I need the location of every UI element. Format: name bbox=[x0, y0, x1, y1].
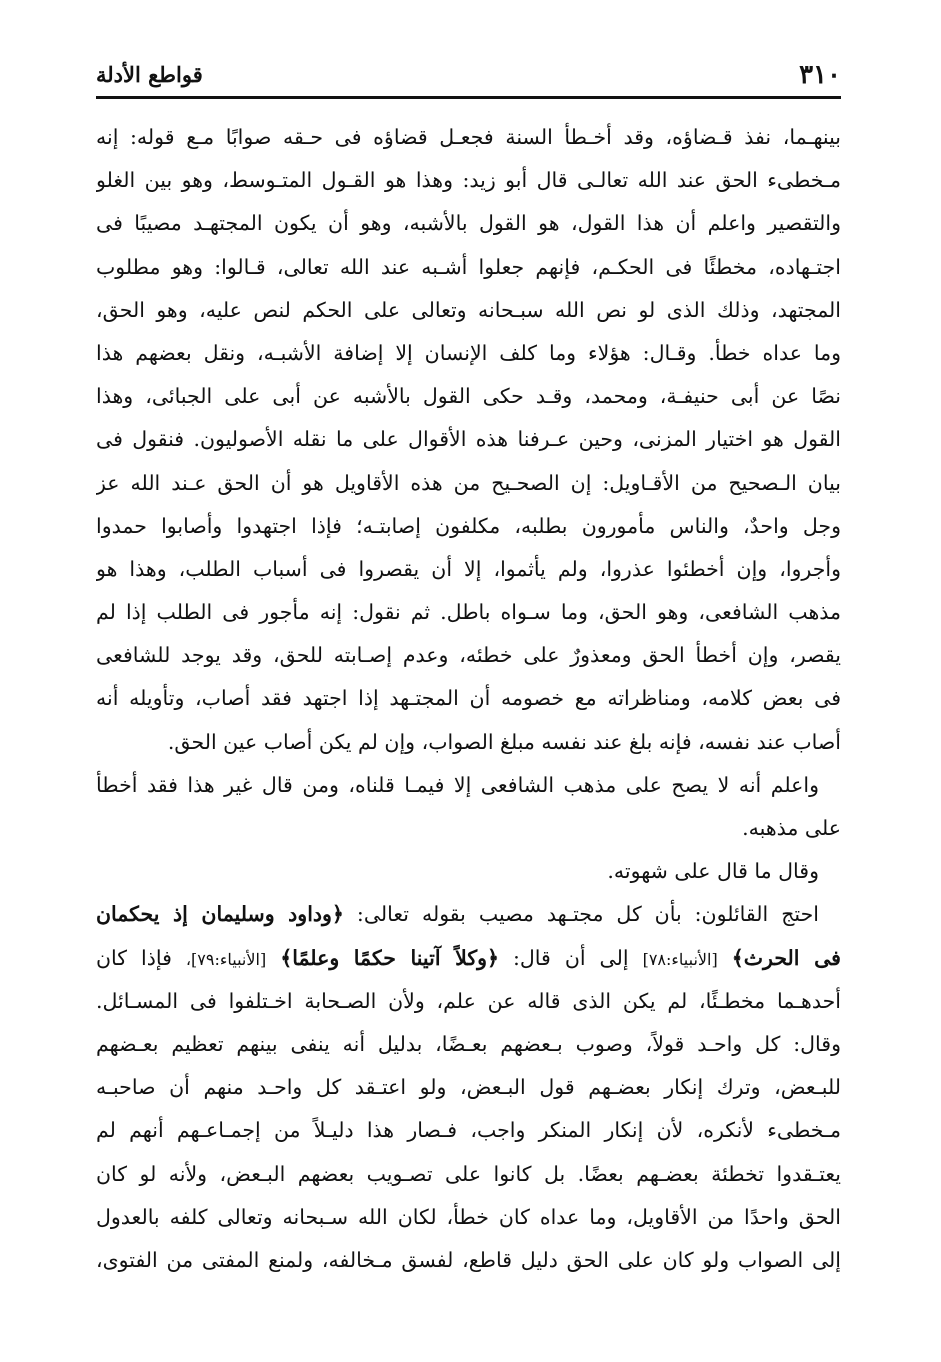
text-line: يعتـقدوا تخطئة بعضـهم بعضًا. بل كانوا على تصـويب بعضهم البـعض، ولأنه لو كان bbox=[96, 1161, 841, 1186]
running-title: قواطع الأدلة bbox=[96, 62, 203, 87]
text-line: وأجروا، وإن أخطئوا عذروا، ولم يأثموا، إلا أن يقصروا فى أسباب الطلب، وهذا هو bbox=[96, 556, 841, 581]
line-segment: احتج القائلون: بأن كل مجتـهد مصيب بقوله تعالى: bbox=[356, 902, 819, 927]
verse-reference: [الأنبياء:٧٨] bbox=[642, 949, 718, 969]
text-line: اجتـهاده، مخطئًا فى الحكـم، فإنهم جعلوا أشـبه عند الله تعالى، قـالوا: وهو مطلوب bbox=[96, 254, 841, 279]
text-line: القول هو اختيار المزنى، وحين عـرفنا هذه الأقوال على ما نقله الأصوليون. فنقول فى bbox=[96, 427, 841, 452]
line-segment: فإذا كان bbox=[96, 945, 172, 970]
line-segment: إلى أن قال: bbox=[513, 945, 629, 970]
text-line: وقال: كل واحـد قولاً، وصوب بـعضهم بعـضًا، بدليل أنه ينفى بينهم تعظيم بعـضهم bbox=[96, 1031, 841, 1056]
quran-verse: فى الحرث﴾ bbox=[731, 945, 841, 970]
text-line: بيان الـصحيح من الأقـاويل: إن الصحـيح من هذه الأقاويل هو أن الحق عـند الله عز bbox=[96, 470, 841, 495]
page-number: ٣١٠ bbox=[799, 60, 841, 90]
quran-verse: ﴿وداود وسليمان إذ يحكمان bbox=[96, 902, 344, 927]
text-line: وما عداه خطأ. وقـال: هؤلاء وما كلف الإنسان إلا إضافة الأشبـه، ونقل بعضهم هذا bbox=[96, 340, 841, 365]
text-line: وقال ما قال على شهوته. bbox=[607, 859, 819, 884]
body-text bbox=[96, 116, 841, 1282]
text-line: نصًا عن أبى حنيفـة، ومحمد، وقـد حكى القول بالأشبه عن أبى على الجبائى، وهذا bbox=[96, 384, 841, 409]
verse-reference: [الأنبياء:٧٩]، bbox=[185, 949, 267, 969]
text-line: إلى الصواب ولو كان على الحق دليل قاطع، لفسق مـخالفه، ولمنع المفتى من الفتوى، bbox=[96, 1247, 841, 1272]
header-rule bbox=[96, 96, 841, 99]
text-line: أحدهـما مخطـئًا، لم يكن الذى قاله عن علم، ولأن الصـحابة اخـتلفوا فى المسـائل. bbox=[96, 988, 841, 1013]
text-line: للبـعض، وترك إنكار بعضـهم قول البـعض، ولو اعتـقد كل واحـد منهم أن صاحبـه bbox=[96, 1075, 841, 1100]
text-line: واعلم أنه لا يصح على مذهب الشافعى إلا فيمـا قلناه، ومن قال غير هذا فقد أخطأ bbox=[96, 772, 819, 797]
text-line: مذهب الشافعى، وهو الحق، وما سـواه باطل. ثم نقول: إنه مأجور فى الطلب إذا لم bbox=[96, 600, 841, 625]
text-line: على مذهبه. bbox=[742, 816, 841, 840]
text-line: وجل واحدٌ، والناس مأمورون بطلبه، مكلفون إصابتـه؛ فإذا اجتهدوا وأصابوا حمدوا bbox=[96, 513, 841, 538]
text-line: يقصر، وإن أخطأ الحق ومعذورٌ على خطئه، وعدم إصـابته للحق، وقد يوجد للشافعى bbox=[96, 643, 841, 668]
text-line: أصاب عند نفسه، فإنه بلغ عند نفسه مبلغ الصواب، وإن لم يكن أصاب عين الحق. bbox=[167, 729, 841, 754]
page-header bbox=[96, 58, 841, 94]
quran-verse: ﴿وكلاً آتينا حكمًا وعلمًا﴾ bbox=[280, 945, 500, 970]
text-line bbox=[96, 937, 841, 980]
text-line: مـخطىء لأنكره، لأن إنكار المنكر واجب، فـصار هذا دليـلاً من إجمـاعـهم أنهم لم bbox=[96, 1118, 841, 1143]
text-line: والتقصير واعلم أن هذا القول، هو القول بالأشبه، وهو أن يكون المجتهـد مصيبًا فى bbox=[96, 211, 841, 236]
text-line bbox=[96, 893, 841, 936]
text-line: مـخطىء الحق عند الله تعالـى قال أبو زيد: وهذا هو القـول المتـوسط، وهو بين الغلو bbox=[96, 168, 841, 193]
text-line: المجتهد، وذلك الذى لو نص الله سبـحانه وتعالى على الحكم لنص عليه، وهو الحق، bbox=[96, 297, 841, 322]
text-line: الحق واحدًا من الأقاويل، وما عداه كان خطأ، لكان الله سـبحانه وتعالى كلفه بالعدول bbox=[96, 1204, 841, 1229]
text-line: بينهـما، نفذ قـضاؤه، وقد أخـطأ السنة فجعـل قضاؤه فى حـقه صوابًا مـع قوله: إنه bbox=[96, 125, 841, 149]
text-line: فى بعض كلامه، ومناظراته مع خصومه أن المجتـهد إذا اجتهد فقد أصاب، وتأويله أنه bbox=[96, 686, 841, 711]
